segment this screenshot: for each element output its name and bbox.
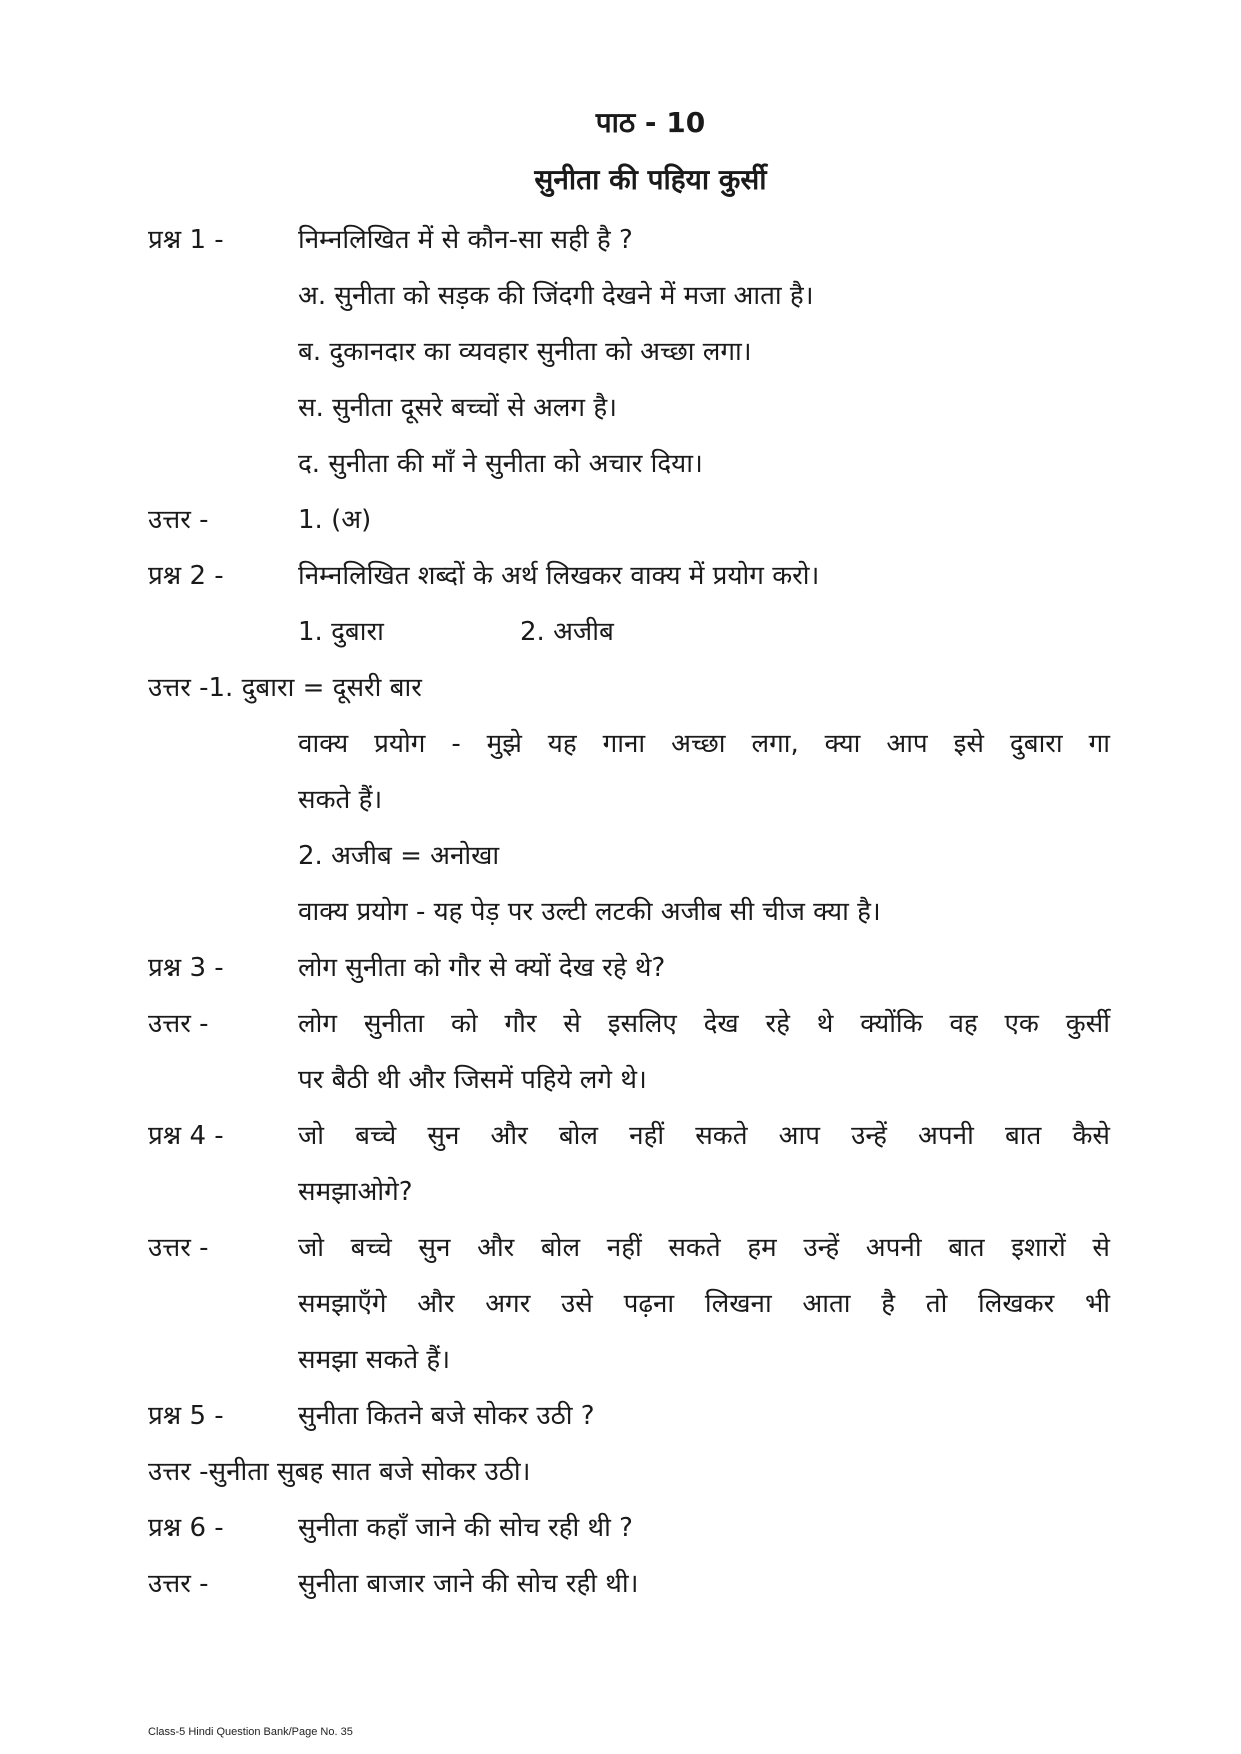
question-2-word-2: 2. अजीब — [520, 617, 614, 647]
answer-4-line-1: जो बच्चे सुन और बोल नहीं सकते हम उन्हें अपनी बात इशारों से — [298, 1233, 1110, 1263]
answer-4-line-2: समझाएँगे और अगर उसे पढ़ना लिखना आता है तो लिखकर भी — [298, 1289, 1110, 1319]
question-2-text: निम्नलिखित शब्दों के अर्थ लिखकर वाक्य में प्रयोग करो। — [298, 561, 820, 591]
answer-2-meaning-2: 2. अजीब = अनोखा — [298, 841, 500, 871]
question-4-label: प्रश्न 4 - — [148, 1121, 224, 1151]
question-1-label: प्रश्न 1 - — [148, 225, 224, 255]
question-5-text: सुनीता कितने बजे सोकर उठी ? — [298, 1401, 595, 1431]
question-6-text: सुनीता कहाँ जाने की सोच रही थी ? — [298, 1513, 633, 1543]
lesson-title: सुनीता की पहिया कुर्सी — [534, 163, 767, 196]
question-2-label: प्रश्न 2 - — [148, 561, 224, 591]
answer-3-label: उत्तर - — [148, 1009, 209, 1039]
answer-1-label: उत्तर - — [148, 505, 209, 535]
answer-6-label: उत्तर - — [148, 1569, 209, 1599]
answer-4-line-3: समझा सकते हैं। — [298, 1345, 451, 1375]
question-4-line-2: समझाओगे? — [298, 1177, 413, 1207]
answer-6-text: सुनीता बाजार जाने की सोच रही थी। — [298, 1569, 639, 1599]
question-6-label: प्रश्न 6 - — [148, 1513, 224, 1543]
answer-3-line-1: लोग सुनीता को गौर से इसलिए देख रहे थे क्योंकि वह एक कुर्सी — [298, 1009, 1110, 1039]
question-1-option-d: द. सुनीता की माँ ने सुनीता को अचार दिया। — [298, 449, 703, 479]
answer-2-sentence-2: वाक्य प्रयोग - यह पेड़ पर उल्टी लटकी अजीब सी चीज क्या है। — [298, 897, 881, 927]
answer-2-sentence-1-line-2: सकते हैं। — [298, 785, 383, 815]
question-1-option-b: ब. दुकानदार का व्यवहार सुनीता को अच्छा लगा। — [298, 337, 752, 367]
question-2-word-1: 1. दुबारा — [298, 617, 384, 647]
answer-2-sentence-1-line-1: वाक्य प्रयोग - मुझे यह गाना अच्छा लगा, क्या आप इसे दुबारा गा — [298, 729, 1110, 759]
answer-4-label: उत्तर - — [148, 1233, 209, 1263]
answer-2-meaning-1: उत्तर -1. दुबारा = दूसरी बार — [148, 673, 422, 703]
answer-5-text: उत्तर -सुनीता सुबह सात बजे सोकर उठी। — [148, 1457, 531, 1487]
question-3-label: प्रश्न 3 - — [148, 953, 224, 983]
answer-1-text: 1. (अ) — [298, 505, 372, 535]
chapter-heading: पाठ - 10 — [595, 106, 706, 139]
question-1-text: निम्नलिखित में से कौन-सा सही है ? — [298, 225, 633, 255]
question-1-option-c: स. सुनीता दूसरे बच्चों से अलग है। — [298, 393, 617, 423]
page-footer: Class-5 Hindi Question Bank/Page No. 35 — [148, 1726, 353, 1738]
question-1-option-a: अ. सुनीता को सड़क की जिंदगी देखने में मजा आता है। — [298, 281, 814, 311]
question-5-label: प्रश्न 5 - — [148, 1401, 224, 1431]
question-4-line-1: जो बच्चे सुन और बोल नहीं सकते आप उन्हें अपनी बात कैसे — [298, 1121, 1110, 1151]
answer-3-line-2: पर बैठी थी और जिसमें पहिये लगे थे। — [298, 1065, 647, 1095]
question-3-text: लोग सुनीता को गौर से क्यों देख रहे थे? — [298, 953, 666, 983]
